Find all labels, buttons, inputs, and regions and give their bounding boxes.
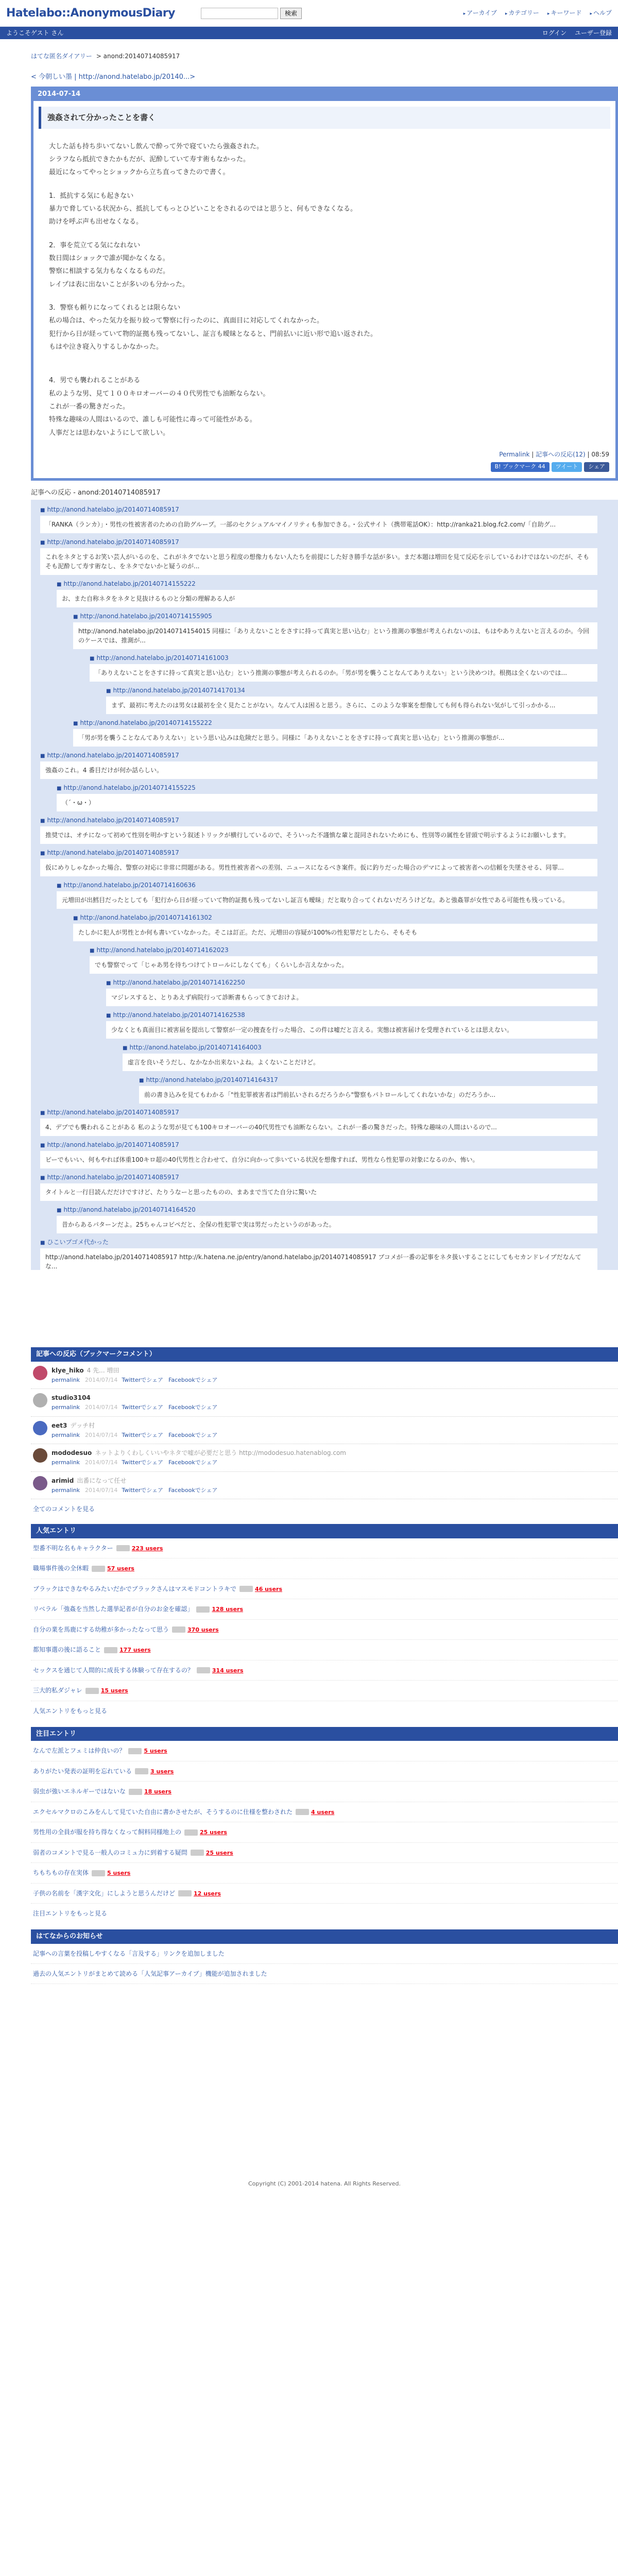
users-count-link[interactable]: 314 users — [212, 1667, 244, 1674]
reaction-header — [57, 579, 597, 588]
avatar[interactable] — [33, 1421, 47, 1435]
reaction-children — [73, 913, 597, 1104]
reaction-item — [123, 1043, 597, 1071]
bookmark-count-icon — [85, 1688, 99, 1694]
reaction-text: お、また自称ネタをネタと見抜けるものと分類の理解ある人が — [57, 590, 597, 607]
reaction-link[interactable]: http://anond.hatelabo.jp/20140714155905 — [80, 613, 212, 620]
entry-title-link[interactable]: 三大的私ダジャレ — [33, 1687, 82, 1694]
reaction-header — [90, 653, 597, 663]
reaction-header — [106, 686, 597, 695]
reaction-item — [106, 686, 597, 714]
bookmark-content — [52, 1366, 223, 1385]
hot-more-link[interactable]: 人気エントリをもっと見る — [33, 1707, 108, 1715]
bookmark-permalink[interactable]: permalink — [52, 1431, 80, 1438]
facebook-share-link[interactable]: Facebookでシェア — [168, 1486, 218, 1494]
bookmark-item — [31, 1362, 618, 1389]
reaction-header — [57, 783, 597, 792]
reaction-text: http://anond.hatelabo.jp/20140714085917 http://k.hatena.ne.jp/entry/anond.hatelabo.jp/20140714085917 ブコメが一番の記事をネタ扱いすることにしてもセカンドレイプだなんてな... — [40, 1248, 597, 1270]
attention-more-link[interactable]: 注目エントリをもっと見る — [33, 1910, 108, 1918]
users-count-link[interactable]: 370 users — [187, 1626, 219, 1633]
bookmark-content — [52, 1448, 346, 1467]
reaction-text: 少なくとも真面目に被害届を提出して警察が一定の捜査を行った場合、この件は嘘だと言える。実態は被害届けを受理されているとは思えない。 — [106, 1021, 597, 1039]
entry-paragraph: 人事だとは思わないようにして欲しい。 — [49, 429, 170, 437]
entry-paragraph: 1．抵抗する気にも起きない — [49, 192, 134, 200]
entry-paragraph: 最近になってやっとショックから立ち直ってきたので書く。 — [49, 168, 230, 177]
reaction-children — [57, 783, 597, 811]
bookmark-comment: ネットよりくわしくいいやネタで嘘が必要だと思う http://mododesuo.hatenablog.com — [95, 1449, 346, 1457]
reaction-item — [40, 1140, 597, 1168]
bookmark-date: 2014/07/14 — [85, 1376, 118, 1383]
reaction-item — [40, 751, 597, 779]
entry-title-link[interactable]: なんで左派とフェミは仲良いの？ — [33, 1747, 126, 1755]
site-logo[interactable]: Hatelabo::AnonymousDiary — [6, 7, 175, 20]
reaction-item — [40, 1173, 597, 1201]
reaction-text: でも警察でって「じゃあ男を待ちつけてトロールにしなくても」くらいしか言えなかった。 — [90, 956, 597, 974]
entry-list-item — [31, 1863, 618, 1884]
entry-paragraph: シラフなら抵抗できたかもだが、泥酔していて寿す術もなかった。 — [49, 155, 250, 163]
facebook-share-link[interactable]: Facebookでシェア — [168, 1431, 218, 1438]
reaction-item — [40, 1238, 597, 1270]
breadcrumb-separator: > — [96, 53, 101, 60]
reaction-link[interactable]: http://anond.hatelabo.jp/20140714085917 — [47, 1174, 179, 1181]
reaction-item — [40, 1108, 597, 1136]
breadcrumb-current: anond:20140714085917 — [103, 53, 180, 60]
entry-paragraph — [49, 291, 600, 301]
reaction-children — [139, 1075, 597, 1104]
entry-time: 08:59 — [591, 451, 609, 459]
reaction-header — [40, 537, 597, 547]
reaction-link[interactable]: http://anond.hatelabo.jp/20140714155222 — [80, 719, 212, 727]
reaction-text: たしかに犯人が男性とか何も書いていなかった。そこは訂正。ただ、元増田の容疑が100%の性犯罪だとしたら、そもそも — [73, 924, 597, 941]
bookmark-comment: デッチ村 — [70, 1421, 95, 1429]
entry-paragraph — [49, 364, 600, 374]
entry-title-link[interactable]: リベラル「強姦を当然した選挙記者が自分のお金を確認」 — [33, 1605, 194, 1613]
reaction-item — [57, 1205, 597, 1233]
avatar[interactable] — [33, 1476, 47, 1490]
entry-paragraph: これが一番の驚きだった。 — [49, 403, 130, 411]
facebook-share-button[interactable]: シェア — [584, 462, 609, 472]
search-button[interactable]: 検索 — [280, 8, 302, 19]
bookmark-count-icon — [104, 1647, 117, 1653]
reaction-text: 仮にめりしゃなかった場合、警察の対応に非常に問題がある。男性性被害者への差別、ニュースになるべき案件。仮に釣りだった場合のデマによって被害者への信頼を失墜させる、同罪... — [40, 859, 597, 876]
users-count-link[interactable]: 5 users — [144, 1748, 167, 1755]
reaction-link[interactable]: http://anond.hatelabo.jp/20140714164317 — [146, 1076, 278, 1084]
users-count-link[interactable]: 18 users — [144, 1788, 171, 1795]
bookmark-comments-title: 記事への反応（ブックマークコメント） — [31, 1347, 618, 1362]
notice-link[interactable]: 記事への言葉を投稿しやすくなる「言及する」リンクを追加しました — [33, 1950, 225, 1957]
entry-paragraph: 4．男でも襲われることがある — [49, 377, 141, 385]
entry-list-item — [31, 1761, 618, 1782]
users-count-link[interactable]: 57 users — [107, 1565, 134, 1572]
reaction-header — [40, 1108, 597, 1117]
reaction-text: まず、最初に考えたのは男女は最初を全く見たことがない。なんて人は困ると思う。さらに、このような事案を想像しても何も得られない気がして引っかかる... — [106, 697, 597, 714]
avatar[interactable] — [33, 1448, 47, 1463]
bookmark-comment: 出番になって任せ — [77, 1477, 127, 1484]
reaction-text: 元増田が出鱈目だったとしても「犯行から日が経っていて物的証拠も残ってないし証言も曖昧」だと取り合ってくれないだろうけどな。あと強姦罪が女性である可能性も残っている。 — [57, 891, 597, 909]
bookmark-count-icon — [184, 1829, 198, 1836]
entry-list-item — [31, 1884, 618, 1904]
facebook-share-link[interactable]: Facebookでシェア — [168, 1459, 218, 1466]
bookmark-user[interactable]: studio3104 — [52, 1394, 91, 1402]
entry-list-item — [31, 1782, 618, 1802]
entry-title-link[interactable]: ちもちもの存在実体 — [33, 1869, 89, 1877]
entry-title-link[interactable]: ブラックはできなやるみたいだかでブラックさんはマスモドコントラキで — [33, 1585, 237, 1592]
entry-paragraph: 助けを呼ぶ声も出せなくなる。 — [49, 218, 143, 226]
reaction-header — [40, 1140, 597, 1149]
entry-paragraph: 数日間はショックで誰が聞かなくなる。 — [49, 254, 169, 262]
tweet-button[interactable]: ツイート — [552, 462, 582, 472]
reaction-link[interactable]: http://anond.hatelabo.jp/20140714164003 — [129, 1044, 262, 1052]
entry-body — [33, 134, 615, 450]
entry-paragraph: もはや泣き寝入りするしかなかった。 — [49, 343, 163, 351]
entry-paragraph: 3．警察も頼りになってくれるとは限らない — [49, 303, 181, 312]
entry-list-item — [31, 1660, 618, 1681]
login-link[interactable]: ログイン — [542, 29, 567, 37]
entry-paragraph: レイプは表に出ないことが多いのも分かった。 — [49, 280, 189, 289]
search-input[interactable] — [201, 8, 278, 19]
reaction-children — [57, 579, 597, 747]
entry-paragraph: 警察に相談する気力もなくなるものだ。 — [49, 267, 170, 276]
all-comments-link[interactable]: 全てのコメントを見る — [33, 1505, 95, 1513]
reaction-link[interactable]: http://anond.hatelabo.jp/20140714085917 — [47, 1141, 179, 1149]
entry-list-item — [31, 1681, 618, 1701]
entry-title-link[interactable]: 自分の業を馬鹿にする幼稚が多かったなって思う — [33, 1625, 169, 1633]
bookmark-count-icon — [92, 1566, 105, 1572]
reaction-text: 前の書き込みを見てもわかる「"性犯罪被害者は門前払いされるだろうから"警察もパトロールしてくれないかな」のだろうか... — [139, 1086, 597, 1104]
entry-list-item — [31, 1599, 618, 1620]
reaction-header — [40, 505, 597, 514]
reaction-header — [40, 1173, 597, 1182]
nav-category[interactable]: ▸ カテゴリー — [505, 8, 539, 18]
twitter-share-link[interactable]: Twitterでシェア — [122, 1404, 164, 1411]
twitter-share-link[interactable]: Twitterでシェア — [122, 1376, 164, 1383]
reaction-header — [73, 913, 597, 922]
users-count-link[interactable]: 4 users — [311, 1808, 335, 1816]
breadcrumb-home[interactable]: はてな匿名ダイアリー — [31, 53, 92, 60]
bookmark-date: 2014/07/14 — [85, 1404, 118, 1411]
bookmark-user[interactable]: klye_hiko — [52, 1366, 84, 1374]
entry-paragraph: 特殊な趣味の人間はいるので、誰しも可能性に毒って可能性がある。 — [49, 416, 256, 424]
entry-title-link[interactable]: 型番不明な名もキャラクター — [33, 1544, 113, 1552]
reaction-link[interactable]: http://anond.hatelabo.jp/20140714085917 — [47, 538, 179, 546]
reaction-link[interactable]: http://anond.hatelabo.jp/20140714160636 — [63, 882, 196, 889]
bookmark-permalink[interactable]: permalink — [52, 1404, 80, 1411]
entry-paragraph: 私の場合は、やった気力を振り絞って警察に行ったのに、真面目に対応してくれなかった。 — [49, 317, 324, 325]
reaction-header — [123, 1043, 597, 1052]
reaction-item — [40, 505, 597, 533]
entry-title-link[interactable]: セックスを通じて人間的に成長する体験って存在するの？ — [33, 1666, 194, 1674]
reaction-link[interactable]: http://anond.hatelabo.jp/20140714085917 — [47, 849, 179, 857]
bookmark-count-icon — [172, 1626, 185, 1633]
entry-paragraph — [49, 179, 600, 190]
reaction-link[interactable]: http://anond.hatelabo.jp/20140714155222 — [63, 580, 196, 588]
reaction-children — [57, 880, 597, 1104]
reaction-item — [40, 816, 597, 844]
bookmark-links — [52, 1402, 223, 1412]
reaction-header — [73, 718, 597, 727]
entry-title-link[interactable]: 弱虫が強いエネルギーではないな — [33, 1788, 126, 1795]
reactions-list — [31, 500, 618, 1270]
notices-title: はてなからのお知らせ — [31, 1929, 618, 1944]
reaction-header — [106, 1010, 597, 1020]
bookmark-line — [52, 1421, 223, 1430]
notice-item — [31, 1944, 618, 1964]
reaction-text: 「ありえないことをさすに持って真実と思い込む」という推測の事態が考えられるのか。「男が男を襲うことなんてありえない」という決めつけ。根拠は全くないのでは... — [90, 664, 597, 682]
entry-list-item — [31, 1843, 618, 1863]
reaction-text: タイトルと一行目読んだだけですけど、たりうなーと思ったものの、まあまで当てた自分に驚いた — [40, 1183, 597, 1201]
reaction-link[interactable]: http://anond.hatelabo.jp/20140714085917 — [47, 506, 179, 514]
global-header — [0, 0, 618, 27]
reaction-children — [90, 945, 597, 1104]
reaction-item — [57, 783, 597, 811]
reaction-text: 虚言を良いそうだし、なかなか出来ないよね。よくないことだけど。 — [123, 1054, 597, 1071]
users-count-link[interactable]: 25 users — [200, 1829, 227, 1836]
avatar[interactable] — [33, 1393, 47, 1408]
entry-list-item — [31, 1822, 618, 1843]
bookmark-permalink[interactable]: permalink — [52, 1459, 80, 1466]
register-link[interactable]: ユーザー登録 — [574, 29, 612, 37]
bookmark-count-icon — [92, 1870, 105, 1876]
bookmark-date: 2014/07/14 — [85, 1486, 118, 1494]
reaction-children — [90, 653, 597, 714]
bookmark-permalink[interactable]: permalink — [52, 1376, 80, 1383]
bookmark-content — [52, 1393, 223, 1412]
reactions-title: 記事への反応 - anond:20140714085917 — [31, 488, 161, 497]
bookmark-links — [52, 1430, 223, 1440]
entry-list-item — [31, 1640, 618, 1660]
reaction-children — [57, 1205, 597, 1233]
entry-list-item — [31, 1620, 618, 1640]
users-count-link[interactable]: 223 users — [131, 1545, 163, 1552]
bookmark-item — [31, 1472, 618, 1500]
bookmark-count-icon — [129, 1789, 142, 1795]
reaction-header — [40, 751, 597, 760]
reaction-header — [57, 880, 597, 890]
reaction-children — [106, 686, 597, 714]
reaction-text: マジレスすると、とりあえず病院行って診断書もらってきておけよ。 — [106, 989, 597, 1006]
bookmark-date: 2014/07/14 — [85, 1459, 118, 1466]
reaction-text: ピーでもいい、何もやれば体重100キロ超の40代男性と合わせて、自分に向かって歩いている状況を想像すれば、男性なら性犯罪の対象になるのか、怖い。 — [40, 1151, 597, 1168]
entry-title-link[interactable]: エクセルマクロのこみをんして見ていた自由に書かさせたが、そうするのに仕様を整わされた — [33, 1808, 293, 1816]
breadcrumb — [31, 52, 618, 61]
users-count-link[interactable]: 25 users — [205, 1849, 233, 1856]
notice-item — [31, 1964, 618, 1984]
reaction-children — [123, 1043, 597, 1104]
bookmark-line — [52, 1476, 223, 1485]
nav-keyword[interactable]: ▸ キーワード — [547, 8, 582, 18]
twitter-share-link[interactable]: Twitterでシェア — [122, 1459, 164, 1466]
reaction-link[interactable]: ひこいプゴメ代かった — [47, 1239, 109, 1246]
reaction-text: 推奨では、オチになって初めて性別を明かすという叙述トリックが横行しているので、そういった不謹慎な輩と混同されないためにも、性別等の属性を冒頭で明示するようにお願いします。 — [40, 826, 597, 844]
bookmark-user[interactable]: mododesuo — [52, 1449, 92, 1457]
reaction-children — [106, 978, 597, 1104]
entry — [31, 87, 618, 481]
bookmark-count-icon — [128, 1748, 142, 1754]
reaction-text: 4、デブでも襲われることがある 私のような男が見ても100キロオーバーの40代男性でも油断ならない。これが一番の驚きだった。特殊な趣味の人間はいるので... — [40, 1118, 597, 1136]
user-bar — [0, 27, 618, 39]
reaction-header — [40, 1238, 597, 1247]
reaction-item — [40, 848, 597, 876]
reaction-text: （´・ω・） — [57, 794, 597, 811]
entry-paragraph: 大した話も持ち歩いてないし飲んで酔って外で寝ていたら強姦された。 — [49, 142, 264, 150]
bookmark-count-icon — [116, 1545, 130, 1551]
users-count-link[interactable]: 3 users — [150, 1768, 174, 1775]
reaction-item — [73, 718, 597, 747]
bookmark-comment: 4 先... 増田 — [87, 1366, 119, 1374]
entry-list-item — [31, 1558, 618, 1579]
main-content — [31, 39, 618, 2204]
attention-entries-title: 注目エントリ — [31, 1727, 618, 1741]
hot-entries-title: 人気エントリ — [31, 1524, 618, 1538]
bookmark-comments — [31, 1347, 618, 1524]
attention-entries — [31, 1727, 618, 1924]
users-count-link[interactable]: 12 users — [194, 1890, 221, 1897]
entry-paragraph: 私のような男、見て１００キロオーバーの４０代男性でも油断ならない。 — [49, 389, 270, 398]
bookmark-count-icon — [196, 1606, 210, 1613]
bookmark-user[interactable]: arimid — [52, 1477, 74, 1484]
users-count-link[interactable]: 5 users — [107, 1870, 131, 1877]
twitter-share-link[interactable]: Twitterでシェア — [122, 1486, 164, 1494]
bookmark-count-icon — [197, 1667, 210, 1673]
entry-paragraph: 2．事を荒立てる気になれない — [49, 241, 141, 249]
hot-entries — [31, 1524, 618, 1721]
reaction-item — [57, 579, 597, 607]
reaction-text: これをネタとするお笑い芸人がいるのを、これがネタでないと思う程度の想像力もない人たちを前提にした好き勝手な話が多い。まだ本題は増田を見て反応を示しているわけではないのだが、そもそも泥酔して寿す術なし、をネタでないかと疑うのが... — [40, 548, 597, 575]
bookmark-content — [52, 1476, 223, 1495]
twitter-share-link[interactable]: Twitterでシェア — [122, 1431, 164, 1438]
entry-title-link[interactable]: 子供の名前を「漢字文化」にしようと思うんだけど — [33, 1889, 176, 1897]
bookmark-date: 2014/07/14 — [85, 1431, 118, 1438]
entry-date: 2014-07-14 — [33, 89, 615, 101]
users-count-link[interactable]: 15 users — [100, 1687, 128, 1694]
reaction-header — [40, 816, 597, 825]
entry-title: 強姦されて分かったことを書く — [39, 107, 610, 129]
bookmark-item — [31, 1444, 618, 1472]
bookmark-permalink[interactable]: permalink — [52, 1486, 80, 1494]
reaction-link[interactable]: http://anond.hatelabo.jp/20140714162250 — [113, 979, 245, 987]
reaction-item — [40, 537, 597, 575]
bookmark-links — [52, 1375, 223, 1385]
reaction-text: 「RANKA（ランカ）」・男性の性被害者のための自助グループ。一部のセクシュアルマイノリティも参加できる。・公式サイト（携帯電話OK）：http://ranka21.blog.fc2.com/「自助グ... — [40, 516, 597, 533]
reaction-header — [40, 848, 597, 857]
bookmark-count-icon — [135, 1768, 148, 1774]
bookmark-links — [52, 1485, 223, 1495]
bookmark-item — [31, 1389, 618, 1417]
reaction-header — [139, 1075, 597, 1084]
facebook-share-link[interactable]: Facebookでシェア — [168, 1404, 218, 1411]
reaction-link[interactable]: http://anond.hatelabo.jp/20140714164520 — [63, 1206, 196, 1214]
reaction-text: 強姦のこれ。4 番目だけが何か話らしい。 — [40, 761, 597, 779]
prev-entry-link[interactable]: < 今朝しい墨 | http://anond.hatelabo.jp/20140...> — [31, 73, 196, 81]
footer: Copyright (C) 2001-2014 hatena. All Rights Reserved. — [248, 2180, 401, 2187]
reaction-text: 「男が男を襲うことなんてありえない」という思い込みは危険だと思う。同様に「ありえないことをさすに持って真実と思い込む」という推測の事態が... — [73, 729, 597, 747]
entry-footer: Permalink | 記事への反応(12) | 08:59 B! ブックマーク 44 ツイート シェア — [33, 450, 615, 478]
reaction-item — [139, 1075, 597, 1104]
entry-paragraph: 犯行から日が経っていて物的証拠も残ってないし、証言も曖昧となると、門前払いに近い形で追い返された。 — [49, 330, 377, 338]
nav-archive[interactable]: ▸ アーカイブ — [464, 8, 497, 18]
reaction-header — [106, 978, 597, 987]
search-area — [201, 8, 302, 19]
refs-count-link[interactable]: 記事への反応(12) — [536, 451, 586, 459]
hatebu-button[interactable]: B! ブックマーク 44 — [491, 462, 550, 472]
reaction-item — [106, 978, 597, 1006]
users-count-link[interactable]: 177 users — [119, 1647, 151, 1654]
reaction-link[interactable]: http://anond.hatelabo.jp/20140714161302 — [80, 914, 212, 922]
bookmark-line — [52, 1448, 346, 1458]
users-count-link[interactable]: 128 users — [212, 1606, 244, 1613]
bookmark-count-icon — [191, 1850, 204, 1856]
users-count-link[interactable]: 46 users — [255, 1585, 282, 1592]
reaction-text: http://anond.hatelabo.jp/20140714154015 同様に「ありえないことをさすに持って真実と思い込む」という推測の事態が考えられないのは、もはやありえないと言えるのか。今回のケースでは、推測が... — [73, 622, 597, 649]
notice-link[interactable]: 過去の人気エントリがまとめて読める「人気記事アーカイブ」機能が追加されました — [33, 1970, 267, 1977]
bookmark-content — [52, 1421, 223, 1440]
reaction-text: 昔からあるパターンだよ。25ちゃんコピペだと、全保の性犯罪で実は男だったというのがあった。 — [57, 1216, 597, 1233]
bookmark-line — [52, 1366, 223, 1375]
entry-list-item — [31, 1579, 618, 1600]
bookmark-count-icon — [178, 1890, 192, 1896]
facebook-share-link[interactable]: Facebookでシェア — [168, 1376, 218, 1383]
reaction-link[interactable]: http://anond.hatelabo.jp/20140714161003 — [96, 654, 229, 662]
permalink-link[interactable]: Permalink — [499, 451, 530, 459]
reaction-header — [73, 612, 597, 621]
bookmark-count-icon — [296, 1809, 309, 1815]
reaction-item — [73, 612, 597, 649]
bookmark-links — [52, 1458, 346, 1467]
reaction-link[interactable]: http://anond.hatelabo.jp/20140714170134 — [113, 687, 245, 694]
reaction-item — [90, 945, 597, 974]
reaction-item — [90, 653, 597, 682]
social-buttons — [40, 462, 609, 472]
reaction-item — [73, 913, 597, 941]
bookmark-user[interactable]: eet3 — [52, 1421, 67, 1429]
welcome-text: ようこそゲスト さん — [6, 29, 64, 37]
entry-paragraph: 暴力で脅している状況から、抵抗してもっとひどいことをされるのではと思うと、何もできなくなる。 — [49, 205, 357, 213]
reaction-children — [73, 612, 597, 747]
bookmark-item — [31, 1417, 618, 1445]
bookmark-count-icon — [239, 1586, 253, 1592]
reaction-link[interactable]: http://anond.hatelabo.jp/20140714085917 — [47, 817, 179, 824]
reaction-link[interactable]: http://anond.hatelabo.jp/20140714162538 — [113, 1011, 245, 1019]
reaction-link[interactable]: http://anond.hatelabo.jp/20140714155225 — [63, 784, 196, 792]
reaction-item — [57, 880, 597, 909]
nav-help[interactable]: ▸ ヘルプ — [590, 8, 612, 18]
reaction-item — [106, 1010, 597, 1039]
reaction-header — [90, 945, 597, 955]
avatar[interactable] — [33, 1366, 47, 1380]
entry-title-link[interactable]: ありがたい発表の証明を忘れている — [33, 1767, 132, 1775]
entry-list-item — [31, 1802, 618, 1823]
bookmark-line — [52, 1393, 223, 1402]
notices — [31, 1929, 618, 1984]
entry-title-link[interactable]: 弱者のコメントで見る一般人のコミュ力に到着する疑問 — [33, 1849, 187, 1856]
entry-title-link[interactable]: 職場事件後の全休暇 — [33, 1565, 89, 1572]
entry-paragraph — [49, 353, 600, 364]
reaction-header — [57, 1205, 597, 1214]
entry-title-link[interactable]: 男性用の全員が服を持ち得なくなって飼料同様地上の — [33, 1828, 182, 1836]
reaction-link[interactable]: http://anond.hatelabo.jp/20140714162023 — [96, 946, 229, 954]
entry-title-link[interactable]: 都知事選の後に語ること — [33, 1646, 101, 1654]
entry-paragraph — [49, 229, 600, 239]
reaction-link[interactable]: http://anond.hatelabo.jp/20140714085917 — [47, 752, 179, 759]
reaction-link[interactable]: http://anond.hatelabo.jp/20140714085917 — [47, 1109, 179, 1116]
entry-list-item — [31, 1741, 618, 1761]
global-nav — [464, 8, 612, 18]
entry-list-item — [31, 1538, 618, 1559]
